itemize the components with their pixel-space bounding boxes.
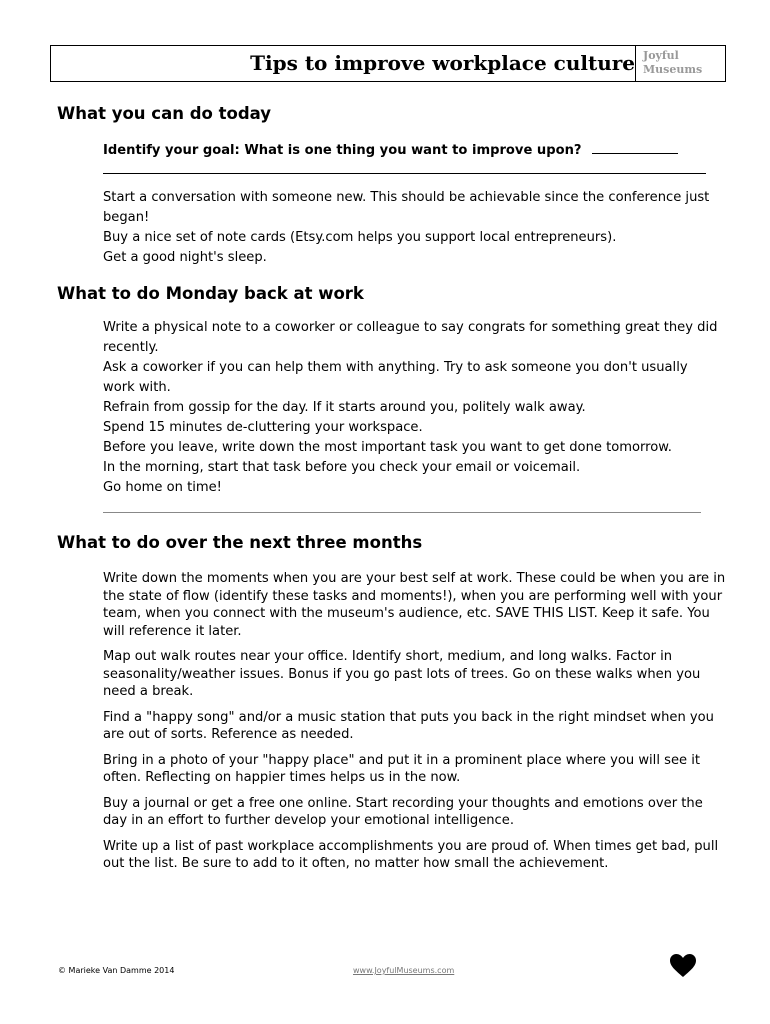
list-item: Write a physical note to a coworker or colleague to say congrats for something great they did recently. [103, 320, 718, 355]
list-item: Write up a list of past workplace accomplishments you are proud of. When times get bad, pull out the list. Be sure to add to it often, no matter how small the achievement. [103, 838, 719, 871]
list-item: Refrain from gossip for the day. If it starts around you, politely walk away. [103, 400, 586, 415]
list-item: Spend 15 minutes de-cluttering your workspace. [103, 420, 423, 435]
brand-logo [643, 49, 702, 77]
list-item: Buy a nice set of note cards (Etsy.com helps you support local entrepreneurs). [103, 230, 617, 245]
heart-icon [670, 954, 696, 978]
goal-prompt: Identify your goal: What is one thing you want to improve upon? [103, 143, 582, 158]
monday-list [103, 318, 723, 498]
title-divider [635, 46, 636, 81]
footer-website-link[interactable]: www.JoyfulMuseums.com [353, 966, 455, 975]
today-goal [103, 140, 723, 161]
list-item: Start a conversation with someone new. This should be achievable since the conference just began! [103, 190, 710, 225]
list-item: Ask a coworker if you can help them with anything. Try to ask someone you don't usually work with. [103, 360, 688, 395]
list-item: In the morning, start that task before you check your email or voicemail. [103, 460, 581, 475]
list-item: Write down the moments when you are your best self at work. These could be when you are in the state of flow (identify these tasks and moments!), when you are performing well with your team, when you connect with the museum's audience, etc. SAVE THIS LIST. Keep it safe. You will reference it later. [103, 571, 726, 639]
page-title: Tips to improve workplace culture [250, 51, 635, 75]
months-list [103, 570, 727, 881]
goal-answer-line [103, 173, 706, 174]
list-item: Before you leave, write down the most important task you want to get done tomorrow. [103, 440, 672, 455]
section-heading-monday: What to do Monday back at work [57, 284, 364, 303]
goal-blank [592, 140, 678, 154]
section-heading-today: What you can do today [57, 104, 272, 123]
brand-line-1: Joyful [643, 49, 679, 62]
list-item: Find a "happy song" and/or a music station that puts you back in the right mindset when you are out of sorts. Reference as needed. [103, 709, 714, 742]
today-list [103, 188, 723, 268]
list-item: Go home on time! [103, 480, 222, 495]
title-box [50, 45, 726, 82]
list-item: Bring in a photo of your "happy place" and put it in a prominent place where you will see it often. Reflecting on happier times helps us in the now. [103, 752, 700, 785]
brand-line-2: Museums [643, 63, 703, 76]
footer-copyright: © Marieke Van Damme 2014 [58, 966, 175, 975]
list-item: Map out walk routes near your office. Identify short, medium, and long walks. Factor in seasonality/weather issues. Bonus if you go past lots of trees. Go on these walks when you need a break. [103, 649, 701, 699]
section-heading-months: What to do over the next three months [57, 533, 423, 552]
section-divider [103, 512, 701, 513]
list-item: Get a good night's sleep. [103, 250, 267, 265]
list-item: Buy a journal or get a free one online. Start recording your thoughts and emotions over the day in an effort to further develop your emotional intelligence. [103, 795, 703, 828]
